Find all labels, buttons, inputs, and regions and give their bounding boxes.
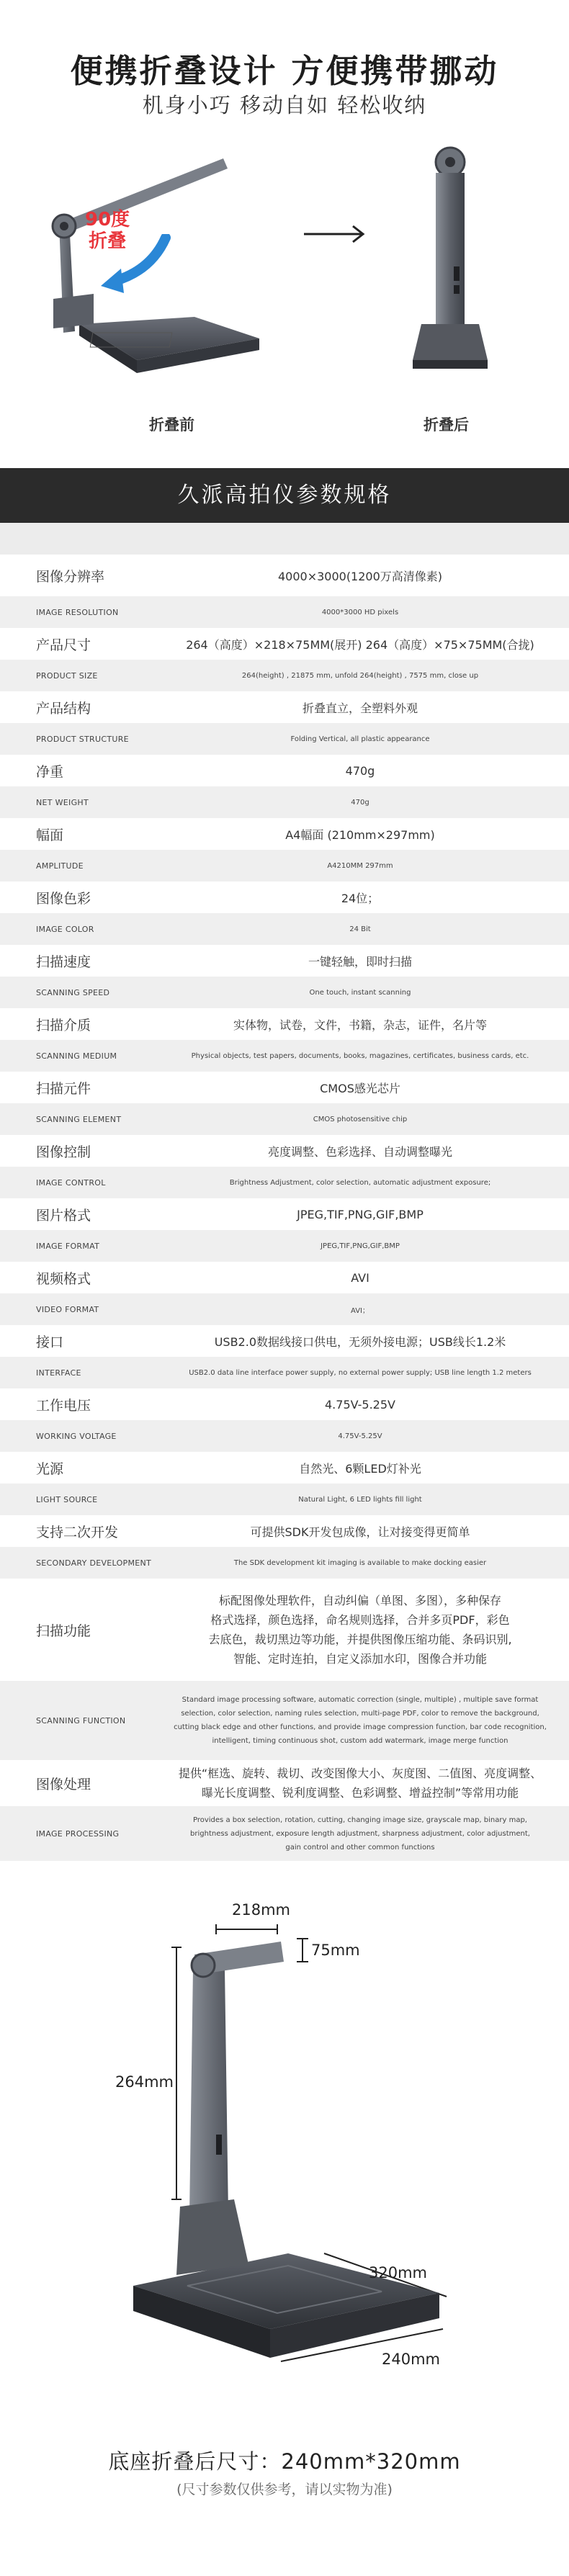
spec-value (151, 826, 569, 843)
spec-value (151, 1764, 569, 1803)
spec-row-en (0, 1040, 569, 1072)
spec-value-line: 470g (351, 798, 369, 807)
spec-value (151, 1052, 569, 1060)
spec-value (151, 1333, 569, 1350)
spec-value-line: One touch, instant scanning (309, 988, 411, 997)
spec-value-line: 亮度调整、色彩选择、自动调整曝光 (267, 1144, 452, 1159)
spec-row-en (0, 977, 569, 1008)
spec-value (151, 1460, 569, 1476)
spec-value-line: brightness adjustment, exposure length adjustment, sharpness adjustment, color adjustment, (190, 1829, 530, 1838)
spec-value-line: A4210MM 297mm (327, 861, 393, 870)
spec-label: SECONDARY DEVELOPMENT (36, 1558, 152, 1568)
spec-label: SCANNING ELEMENT (36, 1114, 122, 1124)
spec-value (151, 1693, 569, 1748)
spec-label: 图像控制 (36, 1144, 91, 1160)
spec-value-line: 264(height) , 21875 mm, unfold 264(height) , 7575 mm, close up (241, 671, 479, 680)
spec-value (151, 1591, 569, 1669)
spec-value-line: intelligent, timing continuous shot, custom add watermark, image merge function (212, 1737, 508, 1745)
spec-value (151, 1116, 569, 1123)
spec-row-en (0, 1167, 569, 1198)
spec-label: 产品尺寸 (36, 637, 91, 653)
spec-row-en (0, 1484, 569, 1515)
spec-value-line: 提供“框选、旋转、裁切、改变图像大小、灰度图、二值图、亮度调整、 (178, 1767, 542, 1780)
spec-value-line: 实体物，试卷，文件，书籍，杂志，证件，名片等 (233, 1018, 487, 1032)
spec-value-line: 标配图像处理软件，自动纠偏（单图、多图），多种保存 (218, 1594, 501, 1607)
spec-value (151, 636, 569, 652)
spec-value-line: 4000×3000(1200万高清像素) (277, 569, 443, 583)
spec-value (151, 862, 569, 870)
spec-value (151, 735, 569, 743)
spec-value (151, 1208, 569, 1221)
spec-value-line: 折叠直立，全塑料外观 (302, 701, 418, 715)
spec-label: IMAGE FORMAT (36, 1241, 100, 1251)
spec-value (151, 699, 569, 716)
spec-row-en (0, 660, 569, 691)
spec-label: PRODUCT STRUCTURE (36, 734, 129, 744)
spec-value-line: 264（高度）×218×75MM(展开) 264（高度）×75×75MM(合拢) (186, 637, 534, 652)
spec-label: 工作电压 (36, 1397, 91, 1414)
spec-label: 图像处理 (36, 1776, 91, 1792)
spec-value-line: 智能、定时连拍，自定义添加水印，图像合并功能 (233, 1652, 487, 1666)
spec-value-line: gain control and other common functions (285, 1843, 435, 1852)
spec-value (151, 925, 569, 933)
spec-value (151, 1523, 569, 1540)
arrow-right-icon (303, 223, 367, 245)
dim-label-264: 264mm (115, 2073, 174, 2091)
spec-label: 扫描功能 (36, 1623, 91, 1639)
spec-row-zh (0, 1515, 569, 1547)
spec-row-zh (0, 691, 569, 723)
spec-label: IMAGE CONTROL (36, 1177, 106, 1188)
spec-label: 图像色彩 (36, 890, 91, 907)
spec-row-en (0, 850, 569, 881)
spec-value (151, 1016, 569, 1033)
spec-label: IMAGE PROCESSING (36, 1828, 120, 1839)
spec-label: 扫描速度 (36, 953, 91, 970)
spec-section-title: 久派高拍仪参数规格 (0, 468, 569, 523)
spec-value-line: 格式选择，颜色选择，命名规则选择，合并多页PDF，彩色 (210, 1613, 510, 1627)
spec-table (0, 523, 569, 1861)
bottom-dimension-title: 底座折叠后尺寸：240mm*320mm (108, 2449, 461, 2474)
spec-row-en (0, 1103, 569, 1135)
spec-row-en (0, 913, 569, 945)
spec-row-zh (0, 1135, 569, 1167)
spec-value (151, 799, 569, 807)
spec-row-en (0, 786, 569, 818)
spec-label: 扫描介质 (36, 1017, 91, 1033)
spec-value-line: 24位； (341, 891, 380, 905)
spec-label: VIDEO FORMAT (36, 1304, 99, 1314)
spec-row-zh (0, 1388, 569, 1420)
spec-value (151, 953, 569, 969)
spec-label: AMPLITUDE (36, 861, 84, 871)
spec-row-zh (0, 945, 569, 977)
spec-row-zh (0, 1325, 569, 1357)
spec-value-line: Physical objects, test papers, documents, books, magazines, certificates, business cards, etc. (191, 1051, 529, 1060)
spec-label: IMAGE RESOLUTION (36, 607, 119, 617)
spec-value-line: A4幅面 (210mm×297mm) (285, 827, 435, 842)
spec-value-line: 可提供SDK开发包成像，让对接变得更简单 (250, 1525, 470, 1539)
spec-label: 支持二次开发 (36, 1524, 119, 1540)
spec-label: IMAGE COLOR (36, 924, 94, 934)
hero-subtitle: 机身小巧 移动自如 轻松收纳 (142, 93, 427, 117)
spec-value-line: CMOS photosensitive chip (313, 1115, 408, 1123)
spec-value-line: 曝光长度调整、锐利度调整、色彩调整、增益控制”等常用功能 (201, 1786, 519, 1800)
spec-value (151, 1559, 569, 1567)
spec-row-zh (0, 755, 569, 786)
fold-badge-line1: 90度 (85, 209, 130, 230)
spec-value (151, 1143, 569, 1159)
spec-value-line: Natural Light, 6 LED lights fill light (298, 1495, 422, 1504)
caption-before: 折叠前 (149, 416, 194, 434)
spec-value (151, 1813, 569, 1854)
spec-value-line: selection, color selection, naming rules selection, multi-page PDF, color to remove the background, (181, 1710, 539, 1718)
bottom-dimension-note: (尺寸参数仅供参考，请以实物为准) (176, 2482, 393, 2498)
spec-row-zh (0, 818, 569, 850)
spec-value-line: 24 Bit (349, 925, 371, 933)
spec-value-line: 470g (345, 763, 375, 778)
spec-row-en (0, 1420, 569, 1452)
spec-value (151, 567, 569, 584)
spec-label: LIGHT SOURCE (36, 1494, 98, 1504)
spec-value-line: 自然光、6颗LED灯补光 (299, 1461, 421, 1476)
spec-value (151, 1271, 569, 1285)
spec-value-line: The SDK development kit imaging is available to make docking easier (233, 1558, 487, 1567)
spec-value-line: Standard image processing software, automatic correction (single, multiple) , multiple save format (182, 1696, 539, 1704)
spec-value-line: AVI； (351, 1306, 369, 1315)
spec-value (151, 609, 569, 616)
spec-row-en (0, 1681, 569, 1760)
spec-label: PRODUCT SIZE (36, 670, 98, 681)
spec-row-zh (0, 881, 569, 913)
spec-row-en (0, 596, 569, 628)
spec-value-line: JPEG,TIF,PNG,GIF,BMP (297, 1207, 424, 1221)
fold-direction-arrow-icon (94, 234, 173, 299)
spec-row-zh (0, 1579, 569, 1681)
spec-value-line: cutting black edge and other functions, and provide image compression function, bar code recognition, (174, 1723, 547, 1731)
spec-value-line: 4.75V-5.25V (338, 1432, 382, 1440)
spec-label: SCANNING FUNCTION (36, 1715, 126, 1725)
fold-badge-line2: 折叠 (89, 230, 127, 252)
caption-after: 折叠后 (424, 416, 469, 434)
spec-value (151, 1179, 569, 1187)
spec-label: 净重 (36, 763, 64, 780)
spec-value-line: 4.75V-5.25V (325, 1397, 395, 1412)
spec-value (151, 1304, 569, 1315)
spec-row-en (0, 1293, 569, 1325)
spec-row-zh (0, 1262, 569, 1293)
spec-row-en (0, 1547, 569, 1579)
spec-row-zh (0, 1198, 569, 1230)
spec-row-en (0, 1230, 569, 1262)
spec-value-line: CMOS感光芯片 (320, 1081, 400, 1095)
spec-table-top-spacer (0, 523, 569, 555)
spec-label: NET WEIGHT (36, 797, 89, 807)
dim-label-240: 240mm (382, 2351, 440, 2368)
dim-label-320: 320mm (369, 2264, 427, 2281)
spec-row-zh (0, 1072, 569, 1103)
spec-value (151, 1369, 569, 1377)
spec-label: 图片格式 (36, 1207, 91, 1224)
spec-row-zh (0, 1760, 569, 1806)
spec-row-zh (0, 1452, 569, 1484)
spec-label: INTERFACE (36, 1368, 81, 1378)
spec-value-line: USB2.0 data line interface power supply, no external power supply; USB line length 1.2 meters (189, 1368, 532, 1377)
spec-row-en (0, 1806, 569, 1861)
spec-label: 视频格式 (36, 1270, 91, 1287)
spec-label: 幅面 (36, 827, 64, 843)
spec-label: SCANNING SPEED (36, 987, 110, 997)
dimensions-section (0, 1861, 569, 2552)
spec-row-zh (0, 628, 569, 660)
spec-label: 扫描元件 (36, 1080, 91, 1097)
spec-row-zh (0, 1008, 569, 1040)
spec-value (151, 889, 569, 906)
spec-row-zh (0, 555, 569, 596)
spec-value-line: Provides a box selection, rotation, cutting, changing image size, grayscale map, binary map, (193, 1816, 527, 1824)
spec-value-line: JPEG,TIF,PNG,GIF,BMP (321, 1242, 400, 1250)
spec-label: SCANNING MEDIUM (36, 1051, 117, 1061)
spec-value-line: AVI (351, 1270, 369, 1285)
spec-value-line: Folding Vertical, all plastic appearance (290, 735, 430, 743)
spec-value-line: USB2.0数据线接口供电，无须外接电源；USB线长1.2米 (214, 1334, 506, 1349)
spec-value-line: 去底色，裁切黑边等功能，并提供图像压缩功能、条码识别, (208, 1633, 512, 1646)
spec-value (151, 764, 569, 778)
dim-label-75: 75mm (311, 1942, 360, 1959)
device-folded-image (407, 144, 493, 382)
spec-value (151, 1496, 569, 1504)
hero-section (0, 0, 569, 468)
spec-label: WORKING VOLTAGE (36, 1431, 117, 1441)
spec-value-line: 4000*3000 HD pixels (321, 608, 399, 616)
spec-value (151, 672, 569, 680)
spec-row-en (0, 723, 569, 755)
spec-value (151, 1080, 569, 1096)
spec-value-line: Brightness Adjustment, color selection, automatic adjustment exposure; (229, 1178, 491, 1187)
spec-value (151, 1432, 569, 1440)
hero-title: 便携折叠设计 方便携带挪动 (70, 52, 499, 90)
spec-value-line: 一键轻触，即时扫描 (308, 954, 412, 969)
spec-row-en (0, 1357, 569, 1388)
spec-label: 光源 (36, 1460, 64, 1477)
spec-value (151, 1242, 569, 1250)
spec-label: 接口 (36, 1334, 64, 1350)
dim-label-218: 218mm (232, 1901, 290, 1918)
spec-value (151, 989, 569, 997)
spec-label: 产品结构 (36, 700, 91, 717)
spec-label: 图像分辨率 (36, 568, 105, 585)
spec-value (151, 1398, 569, 1412)
